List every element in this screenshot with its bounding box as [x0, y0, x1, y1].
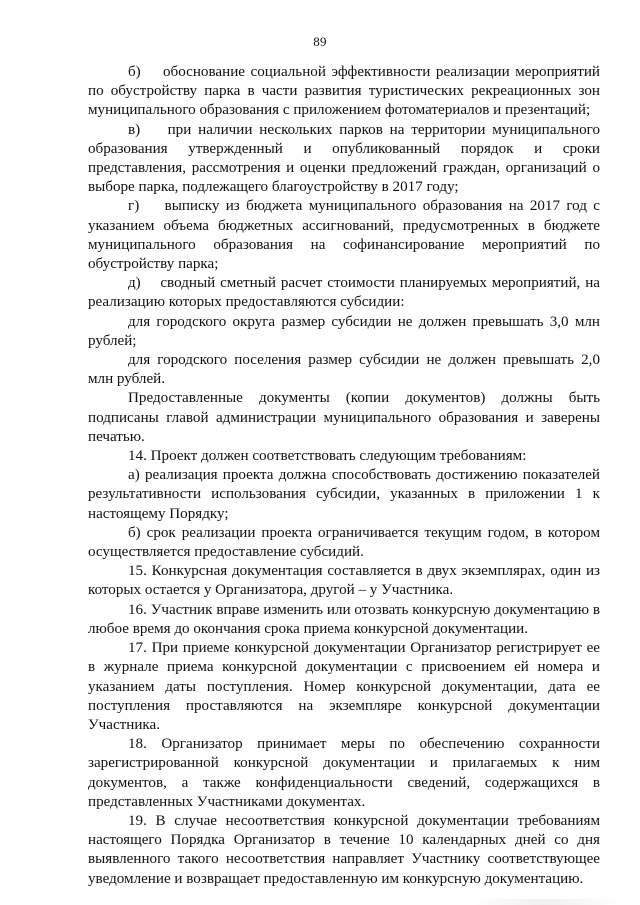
paragraph-urban-settlement-limit: для городского поселения размер субсидии не должен превышать 2,0 млн рублей.	[88, 352, 600, 388]
paragraph-b-justification: б) обоснование социальной эффективности реализации мероприятий по обустройству парка в части развития туристических рекреационных зон муниципального образования с приложением фотоматериалов и презентаций;	[88, 64, 600, 119]
paragraph-16: 16. Участник вправе изменить или отозвать конкурсную документацию в любое время до окончания срока приема конкурсной документации.	[88, 601, 600, 637]
paragraph-city-district-limit: для городского округа размер субсидии не должен превышать 3,0 млн рублей;	[88, 313, 600, 349]
paragraph-18: 18. Организатор принимает меры по обеспечению сохранности зарегистрированной конкурсной документации и прилагаемых к ним документов, а также конфиденциальности сведений, содержащихся в представленных Участниками документах.	[88, 736, 600, 810]
paragraph-d-cost-estimate: д) сводный сметный расчет стоимости планируемых мероприятий, на реализацию которых предоставляются субсидии:	[88, 275, 600, 311]
paragraph-19: 19. В случае несоответствия конкурсной документации требованиям настоящего Порядка Организатор в течение 10 календарных дней со дня выявленного такого несоответствия направляет Участнику соответствующее уведомление и возвращает предоставленную им конкурсную документацию.	[88, 812, 600, 887]
paragraph-14b: б) срок реализации проекта ограничивается текущим годом, в котором осуществляется предоставление субсидий.	[88, 524, 600, 561]
paragraph-v-park-selection: в) при наличии нескольких парков на территории муниципального образования утвержденный и опубликованный порядок и сроки представления, рассмотрения и оценки предложений граждан, организаций о выборе парка, подлежащего благоустройству в 2017 году;	[88, 121, 600, 196]
paragraph-14a: а) реализация проекта должна способствовать достижению показателей результативности использования субсидии, указанных в приложении 1 к настоящему Порядку;	[88, 467, 600, 522]
paragraph-15: 15. Конкурсная документация составляется в двух экземплярах, один из которых остается у Организатора, другой – у Участника.	[88, 563, 600, 599]
document-body	[88, 63, 600, 889]
scan-artifact	[470, 899, 620, 905]
page-number: 89	[313, 34, 327, 49]
paragraph-signature-requirement: Предоставленные документы (копии документов) должны быть подписаны главой администрации муниципального образования и заверены печатью.	[88, 390, 600, 445]
paragraph-14-heading: 14. Проект должен соответствовать следующим требованиям:	[128, 448, 527, 465]
paragraph-17: 17. При приеме конкурсной документации Организатор регистрирует ее в журнале приема конкурсной документации с присвоением ей номера и указанием даты поступления. Номер конкурсной документации, дата ее поступления проставляются на экземпляре конкурсной документации Участника.	[88, 640, 600, 733]
paragraph-g-budget-extract: г) выписку из бюджета муниципального образования на 2017 год с указанием объема бюджетных ассигнований, предусмотренных в бюджете муниципального образования на софинансирование мероприятий по обустройству парка;	[88, 198, 600, 273]
